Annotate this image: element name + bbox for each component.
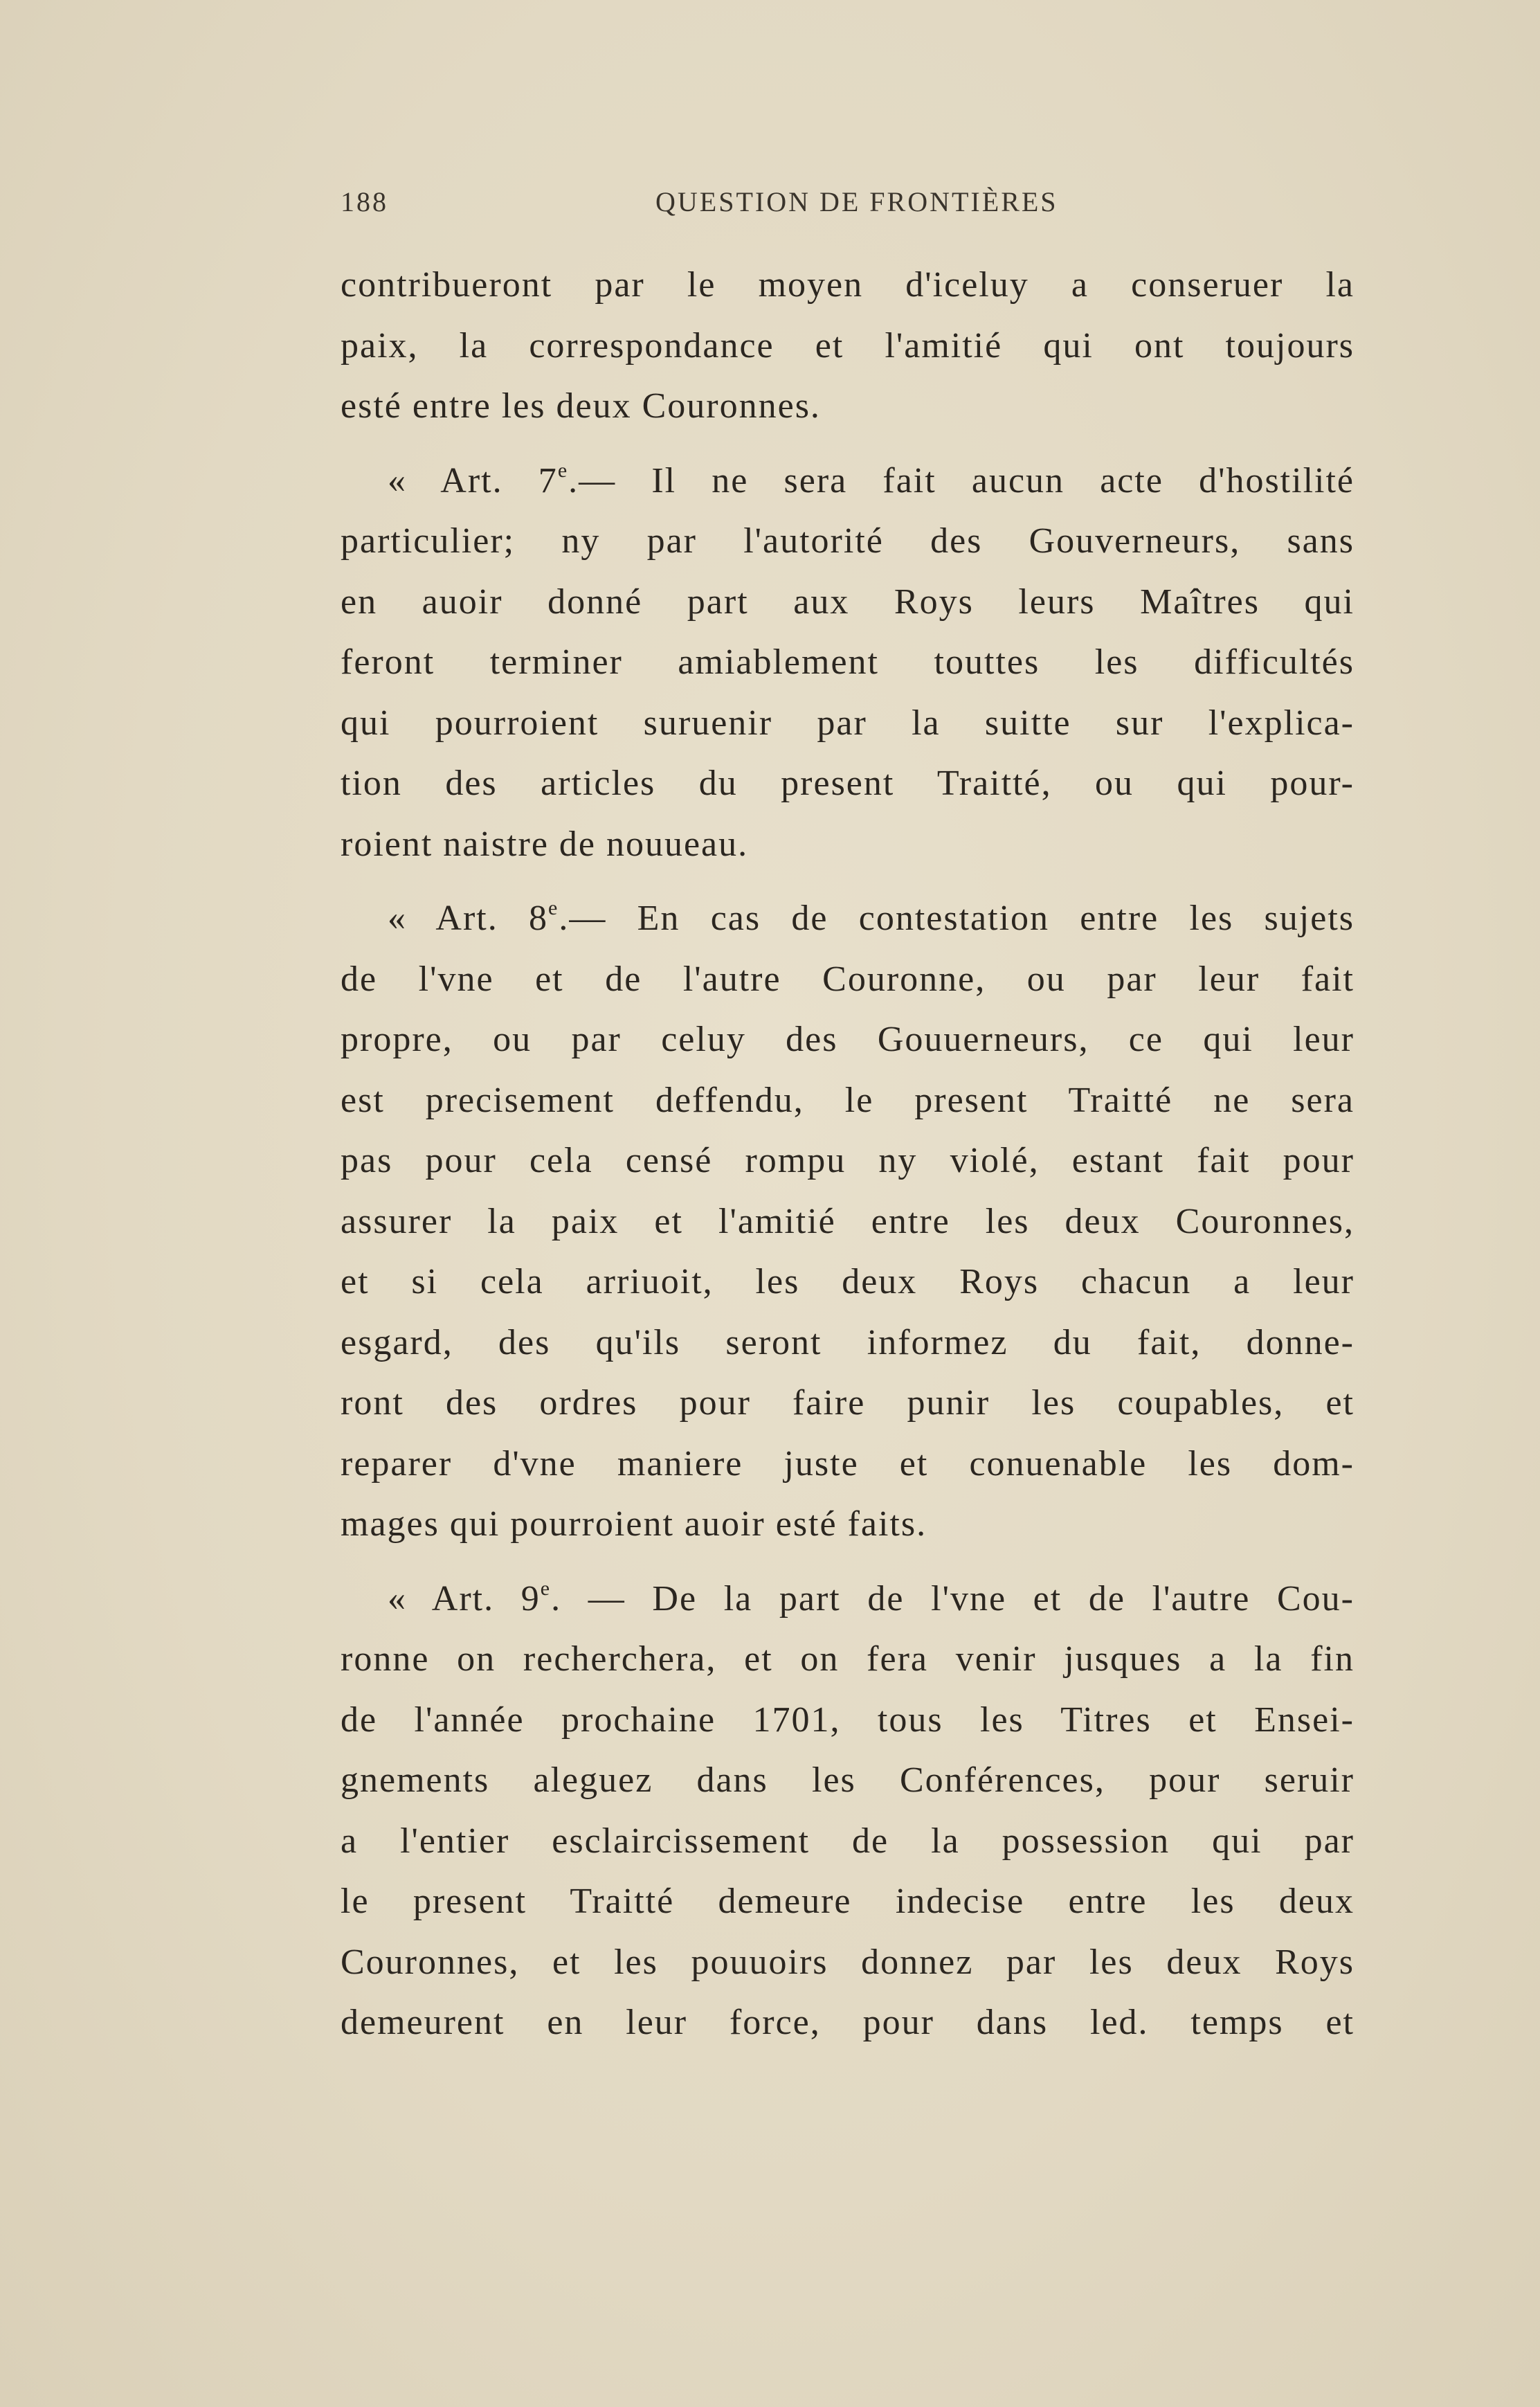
text-line: tion des articles du present Traitté, ou qui pour- [341,764,1355,803]
text-line: a l'entier esclaircissement de la possession qui par [341,1821,1355,1861]
ordinal-superscript: e [540,1576,552,1600]
article-heading-line [341,1569,1355,1630]
text-line: et si cela arriuoit, les deux Roys chacun a leur [341,1262,1355,1301]
paragraph-article-9 [341,1569,1355,2053]
text-line: esté entre les deux Couronnes. [341,386,821,426]
text-line: est precisement deffendu, le present Traitté ne sera [341,1080,1355,1120]
article-text: .— Il ne sera fait aucun acte d'hostilité [568,460,1355,501]
text-line: gnements aleguez dans les Conférences, pour seruir [341,1760,1355,1800]
text-line: propre, ou par celuy des Gouuerneurs, ce qui leur [341,1020,1355,1059]
text-line: esgard, des qu'ils seront informez du fait, donne- [341,1322,1355,1362]
text-line: de l'année prochaine 1701, tous les Titres et Ensei- [341,1700,1355,1740]
paragraph-gap [341,874,1355,888]
text-line: ront des ordres pour faire punir les coupables, et [341,1383,1355,1423]
text-line: qui pourroient suruenir par la suitte sur l'explica- [341,703,1355,743]
article-label: « Art. 7 [388,460,558,501]
article-text: .— En cas de contestation entre les sujets [559,899,1355,938]
text-line: paix, la correspondance et l'amitié qui ont toujours [341,325,1355,366]
text-line: pas pour cela censé rompu ny violé, estant fait pour [341,1141,1355,1180]
text-line: feront terminer amiablement touttes les difficultés [341,642,1355,682]
text-line: particulier; ny par l'autorité des Gouverneurs, sans [341,521,1355,561]
text-line: mages qui pourroient auoir esté faits. [341,1504,927,1544]
paragraph-gap [341,437,1355,451]
article-heading-line [341,888,1355,949]
text-line: assurer la paix et l'amitié entre les deux Couronnes, [341,1201,1355,1241]
text-line: de l'vne et de l'autre Couronne, ou par leur fait [341,959,1355,999]
text-line: roient naistre de nouueau. [341,824,749,864]
body-text [341,255,1355,2053]
running-title: QUESTION DE FRONTIÈRES [655,186,1058,217]
ordinal-superscript: e [557,458,569,482]
paragraph-article-8 [341,888,1355,1555]
page-number: 188 [341,186,388,217]
text-line: en auoir donné part aux Roys leurs Maîtres qui [341,582,1355,622]
page-header [341,186,1355,227]
paragraph-article-7 [341,451,1355,875]
text-line: Couronnes, et les pouuoirs donnez par les deux Roys [341,1942,1355,1982]
paragraph-gap [341,1555,1355,1569]
article-label: « Art. 9 [388,1578,541,1619]
text-line: demeurent en leur force, pour dans led. temps et [341,2003,1355,2042]
article-label: « Art. 8 [388,899,549,938]
paragraph [341,255,1355,437]
text-line: contribueront par le moyen d'iceluy a conseruer la [341,265,1355,305]
text-line: ronne on recherchera, et on fera venir jusques a la fin [341,1639,1355,1679]
article-heading-line [341,451,1355,512]
ordinal-superscript: e [548,896,559,919]
text-line: reparer d'vne maniere juste et conuenable les dom- [341,1443,1355,1484]
text-line: le present Traitté demeure indecise entre les deux [341,1882,1355,1921]
article-text: . — De la part de l'vne et de l'autre Cou- [551,1578,1355,1619]
